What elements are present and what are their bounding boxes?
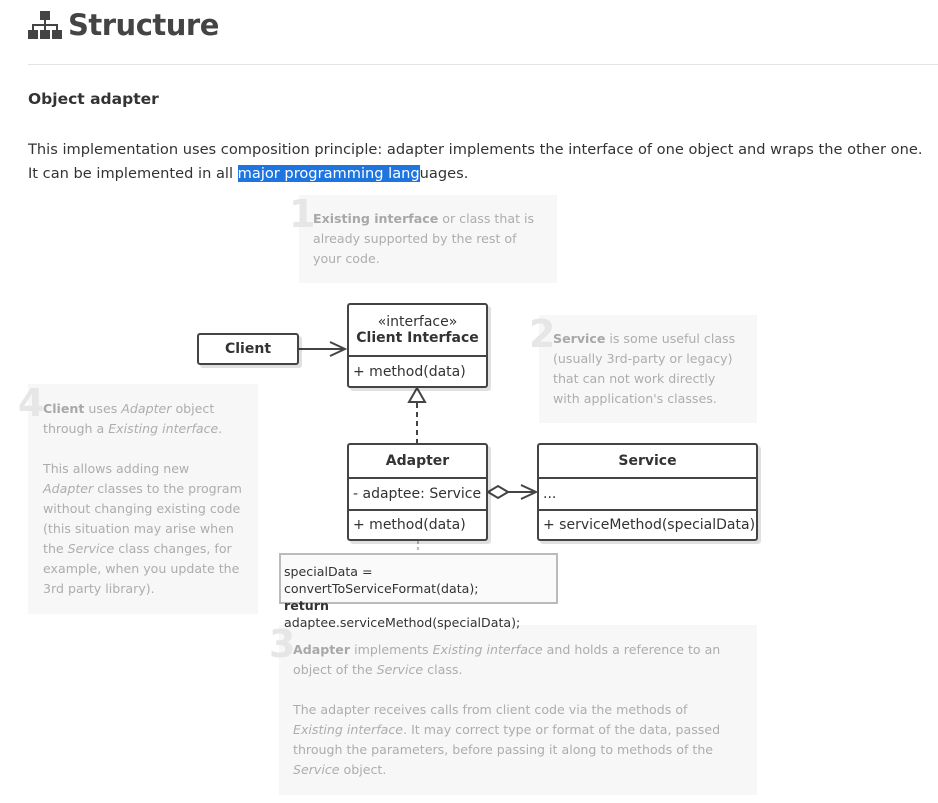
note-paragraph: The adapter receives calls from client code via the methods of Existing interface. It may correct type or format of the data, passed through the parameters, before passing it along to methods of the Service object. [293,702,721,777]
code-keyword: return [284,598,329,613]
note-number: 1 [289,192,316,236]
note-text: Existing interface or class that is already supported by the rest of your code. [313,211,535,266]
note-paragraph: Client uses Adapter object through a Existing interface. [43,401,223,436]
section-title: Object adapter [28,90,159,108]
code-note [279,553,558,630]
note-number: 2 [529,312,556,356]
note-paragraph: Adapter implements Existing interface and holds a reference to an object of the Service class. [293,642,721,677]
note-number: 3 [269,622,296,666]
code-line: return adaptee.serviceMethod(specialData); [284,598,521,630]
note-paragraph: This allows adding new Adapter classes to the program without changing existing code (this situation may arise when the Service class changes, for example, when you update the 3rd party library). [43,461,242,596]
class-name: Client [224,341,272,357]
class-name: Client Interface [356,330,479,346]
intro-text-end: uages. [419,165,469,182]
realization-triangle [409,388,425,402]
class-field: - adaptee: Service [349,477,486,509]
aggregation-diamond [488,486,508,498]
note-number: 4 [18,381,45,425]
class-method: + serviceMethod(specialData) [539,509,756,539]
class-method: + method(data) [349,509,486,539]
client-class-box [197,333,299,365]
class-name: Adapter [385,453,450,469]
selected-text: major programming lang [237,165,420,182]
code-line: specialData = convertToServiceFormat(data); [284,564,479,596]
class-name: Service [618,453,677,469]
class-header [349,305,486,355]
adapter-class-box [347,443,488,541]
service-class-box [537,443,758,541]
intro-text: This implementation uses composition principle: adapter implements the interface of one object and wraps the other one. It can be implemented in all [28,141,923,182]
client-interface-box [347,303,488,388]
page-title: Structure [68,8,219,42]
class-field: ... [539,477,756,509]
class-method: + method(data) [349,355,486,386]
stereotype: «interface» [377,314,458,330]
note-text: Service is some useful class (usually 3rd-party or legacy) that can not work directly with application's classes. [553,331,736,406]
